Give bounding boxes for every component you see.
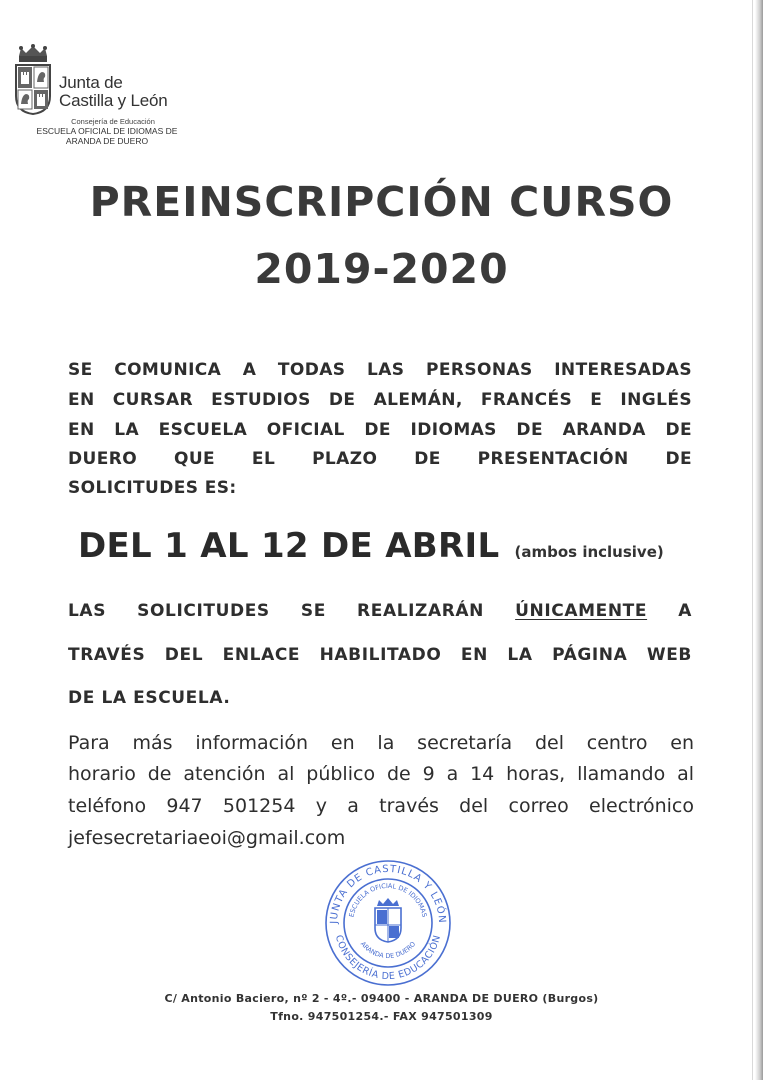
svg-text:ARANDA DE DUERO: [359, 940, 417, 960]
stamp-bottom-text: CONSEJERÍA DE EDUCACIÓN: [332, 933, 444, 983]
page-title: PREINSCRIPCIÓN CURSO: [89, 178, 674, 226]
stamp-crest-icon: [375, 898, 401, 942]
requests-emphasis: ÚNICAMENTE: [515, 601, 648, 621]
requests-line: TRAVÉS DEL ENLACE HABILITADO EN LA PÁGINA WEB: [68, 645, 692, 665]
info-line: teléfono 947 501254 y a través del correo electrónico: [68, 795, 694, 817]
stamp-inner-text: ESCUELA OFICIAL DE IDIOMAS: [347, 881, 429, 918]
notice-line: DUERO QUE EL PLAZO DE PRESENTACIÓN DE: [68, 449, 692, 469]
footer-address: C/ Antonio Baciero, nº 2 - 4º.- 09400 - ARANDA DE DUERO (Burgos): [164, 992, 599, 1005]
contact-email: jefesecretariaeoi@gmail.com: [68, 827, 346, 849]
page-edge-shadow: [755, 0, 763, 1080]
application-dates: [78, 526, 664, 566]
footer-phones: Tfno. 947501254.- FAX 947501309: [270, 1010, 493, 1023]
school-name-line1: ESCUELA OFICIAL DE IDIOMAS DE: [36, 126, 178, 136]
requests-line1-pre: LAS SOLICITUDES SE REALIZARÁN: [68, 601, 485, 621]
dates-note: (ambos inclusive): [514, 543, 664, 561]
notice-line: SE COMUNICA A TODAS LAS PERSONAS INTERESADAS: [68, 360, 692, 380]
school-name-line2: ARANDA DE DUERO: [65, 136, 149, 146]
requests-line: [68, 601, 692, 621]
page-title-year: 2019-2020: [254, 245, 509, 293]
official-stamp: [323, 858, 453, 988]
info-line: Para más información en la secretaría del centro en: [68, 732, 694, 754]
stamp-inner-bottom-text: ARANDA DE DUERO: [358, 940, 418, 961]
requests-line: DE LA ESCUELA.: [68, 688, 231, 708]
notice-line: EN CURSAR ESTUDIOS DE ALEMÁN, FRANCÉS E INGLÉS: [68, 390, 692, 410]
info-line: horario de atención al público de 9 a 14 horas, llamando al: [68, 763, 694, 785]
svg-text:JUNTA DE CASTILLA Y LEÓN: [329, 864, 448, 925]
stamp-outer-text: JUNTA DE CASTILLA Y LEÓN: [328, 863, 448, 925]
coat-of-arms-icon: [12, 44, 54, 118]
notice-line: EN LA ESCUELA OFICIAL DE IDIOMAS DE ARANDA DE: [68, 420, 692, 440]
institution-name-line2: Castilla y León: [59, 91, 168, 110]
institution-name-line1: Junta de: [59, 73, 123, 92]
notice-line: SOLICITUDES ES:: [68, 478, 237, 498]
institution-header: [12, 44, 212, 154]
page-edge-line: [752, 0, 753, 1080]
institution-name: [59, 74, 168, 110]
department-name: Consejería de Educación: [71, 117, 155, 126]
dates-range: DEL 1 AL 12 DE ABRIL: [78, 526, 500, 566]
requests-line1-post: A: [678, 601, 692, 621]
